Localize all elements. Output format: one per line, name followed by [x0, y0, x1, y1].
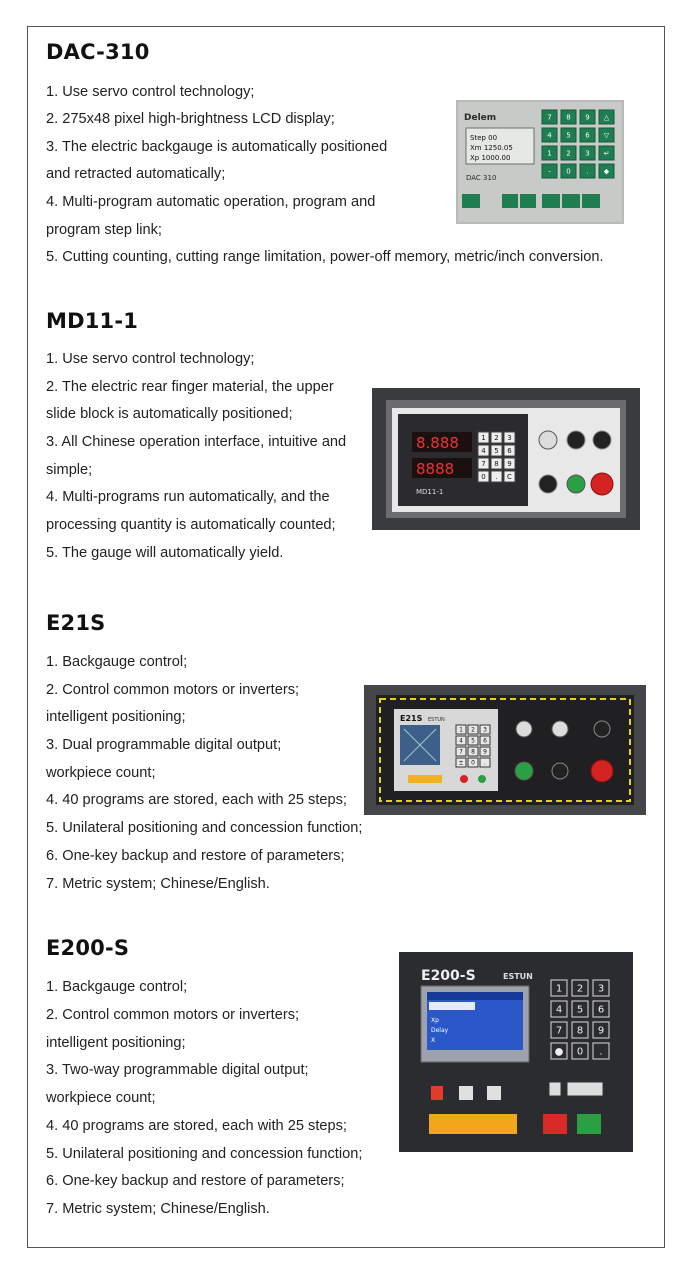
spec-line: 5. Unilateral positioning and concession function; [46, 1146, 363, 1162]
keypad-key-label: . [586, 167, 589, 176]
panel-button [542, 194, 560, 208]
spec-line: 2. Control common motors or inverters; [46, 1007, 300, 1023]
lcd-line: Xp [431, 1017, 439, 1024]
lcd-line: X [431, 1037, 436, 1044]
keypad-key-label: . [484, 759, 486, 767]
spec-line: 7. Metric system; Chinese/English. [46, 876, 270, 892]
spec-line: 2. 275x48 pixel high-brightness LCD display; [46, 111, 335, 127]
switch-knob [594, 721, 610, 737]
keypad-key-label: 6 [483, 737, 487, 745]
keypad-key-label: 3 [483, 726, 487, 734]
spec-line: 5. The gauge will automatically yield. [46, 545, 284, 561]
keypad-key-label: 4 [459, 737, 463, 745]
spec-line: 1. Use servo control technology; [46, 84, 255, 100]
switch-knob [593, 431, 611, 449]
function-bar [429, 1114, 517, 1134]
spec-line: intelligent positioning; [46, 709, 186, 725]
keypad-key-label: 5 [494, 447, 499, 456]
spec-line: 7. Metric system; Chinese/English. [46, 1201, 270, 1217]
keypad-key-label: 6 [507, 447, 512, 456]
panel-model: DAC 310 [466, 174, 497, 182]
switch-knob [552, 721, 568, 737]
switch-knob [539, 431, 557, 449]
spec-line: workpiece count; [46, 765, 156, 781]
spec-line: and retracted automatically; [46, 166, 226, 182]
start-button [577, 1114, 601, 1134]
keypad-key-label: 2 [471, 726, 475, 734]
spec-line: 1. Use servo control technology; [46, 351, 255, 367]
lcd-line: Step 00 [470, 134, 498, 142]
keypad-key-label: 3 [507, 434, 512, 443]
spec-line: 5. Cutting counting, cutting range limitation, power-off memory, metric/inch conversion. [46, 249, 604, 265]
keypad-key-label: 9 [585, 113, 590, 122]
spec-line: 4. 40 programs are stored, each with 25 steps; [46, 792, 347, 808]
keypad-key-label: 0 [481, 473, 486, 482]
spec-line: 4. 40 programs are stored, each with 25 steps; [46, 1118, 347, 1134]
md111-controller-image [372, 388, 640, 530]
panel-button [582, 194, 600, 208]
spec-line: 3. All Chinese operation interface, intuitive and [46, 434, 347, 450]
spec-line: slide block is automatically positioned; [46, 406, 293, 422]
keypad-key-label: 5 [576, 1004, 584, 1016]
keypad-key-label: 9 [597, 1025, 605, 1037]
spec-line: 1. Backgauge control; [46, 654, 188, 670]
keypad-key-label: 6 [585, 131, 590, 140]
section-title-dac310: DAC-310 [46, 40, 150, 64]
section-title-e21s: E21S [46, 611, 106, 635]
panel-brand: Delem [464, 113, 497, 123]
keypad-key-label: 4 [547, 131, 552, 140]
section-title-md111: MD11-1 [46, 309, 139, 333]
keypad-key-label: 2 [576, 983, 584, 995]
switch-knob [567, 431, 585, 449]
keypad-key-label: 3 [585, 149, 590, 158]
lcd-line: Xp 1000.00 [470, 154, 511, 162]
keypad-key-label: 8 [471, 748, 475, 756]
keypad-key-label: 4 [481, 447, 486, 456]
keypad-key-label: 2 [566, 149, 571, 158]
keypad-key-label: . [599, 1046, 603, 1058]
panel-button [562, 194, 580, 208]
panel-model: E200-S [421, 968, 476, 984]
keypad-key-label: ↵ [603, 149, 610, 158]
display-top: 8.888 [416, 434, 459, 452]
spec-line: workpiece count; [46, 1090, 156, 1106]
keypad-key-label: 2 [494, 434, 499, 443]
spec-line: 3. Two-way programmable digital output; [46, 1062, 309, 1078]
panel-button [520, 194, 536, 208]
keypad-key-label: 4 [555, 1004, 563, 1016]
spec-line: 5. Unilateral positioning and concession function; [46, 820, 363, 836]
switch-knob [539, 475, 557, 493]
keypad-key-label: ● [554, 1046, 564, 1058]
keypad-key-label: . [495, 473, 498, 482]
spec-line: 6. One-key backup and restore of parameters; [46, 848, 345, 864]
spec-line: 4. Multi-program automatic operation, program and [46, 194, 376, 210]
keypad-key-label: 7 [459, 748, 463, 756]
panel-model: E21S [400, 714, 423, 723]
keypad-key-label: 9 [483, 748, 487, 756]
stop-button [543, 1114, 567, 1134]
panel-brand: ESTUN [428, 717, 445, 723]
panel-button [431, 1086, 443, 1100]
section-title-e200s: E200-S [46, 936, 130, 960]
keypad-key-label: 6 [597, 1004, 605, 1016]
start-button [515, 762, 533, 780]
panel-button [462, 194, 480, 208]
keypad-key-label: ▽ [603, 131, 610, 140]
keypad-key-label: ± [458, 759, 464, 767]
spec-line: 2. Control common motors or inverters; [46, 682, 300, 698]
display-bottom: 8888 [416, 460, 455, 478]
keypad-key-label: 8 [566, 113, 571, 122]
keypad-key-label: 3 [597, 983, 605, 995]
emergency-stop-button [591, 473, 613, 495]
e200s-controller-image [399, 952, 633, 1152]
switch-knob [516, 721, 532, 737]
keypad-key-label: 5 [566, 131, 571, 140]
spec-line: program step link; [46, 222, 162, 238]
panel-button [567, 1082, 603, 1096]
keypad-key-label: 8 [494, 460, 499, 469]
spec-line: 1. Backgauge control; [46, 979, 188, 995]
keypad-key-label: - [548, 167, 551, 176]
keypad-key-label: △ [603, 113, 610, 122]
panel-brand: ESTUN [503, 972, 533, 981]
dac310-controller-image [456, 100, 624, 224]
spec-line: intelligent positioning; [46, 1035, 186, 1051]
spec-line: 2. The electric rear finger material, the upper [46, 379, 334, 395]
keypad-key-label: 0 [566, 167, 571, 176]
spec-line: processing quantity is automatically counted; [46, 517, 336, 533]
keypad-key-label: 9 [507, 460, 512, 469]
spec-line: 4. Multi-programs run automatically, and the [46, 489, 330, 505]
panel-button [549, 1082, 561, 1096]
keypad-key-label: 7 [481, 460, 486, 469]
spec-line: 3. Dual programmable digital output; [46, 737, 282, 753]
lcd-line: Delay [431, 1027, 449, 1034]
keypad-key-label: 7 [555, 1025, 563, 1037]
panel-model: MD11-1 [416, 488, 444, 496]
emergency-stop-button [591, 760, 613, 782]
keypad-key-label: 0 [576, 1046, 584, 1058]
keypad-key-label: 1 [481, 434, 486, 443]
spec-line: 6. One-key backup and restore of parameters; [46, 1173, 345, 1189]
switch-knob [552, 763, 568, 779]
e21s-controller-image [364, 685, 646, 815]
lcd-line: Xm 1250.05 [470, 144, 513, 152]
keypad-key-label: 1 [547, 149, 552, 158]
keypad-key-label: 7 [547, 113, 552, 122]
panel-button [487, 1086, 501, 1100]
panel-button [502, 194, 518, 208]
spec-line: 3. The electric backgauge is automatically positioned [46, 139, 388, 155]
panel-button [459, 1086, 473, 1100]
keypad-key-label: ◆ [603, 167, 610, 176]
keypad-key-label: 8 [576, 1025, 584, 1037]
keypad-key-label: 1 [459, 726, 463, 734]
keypad-key-label: C [507, 473, 512, 482]
start-button [567, 475, 585, 493]
keypad-key-label: 5 [471, 737, 475, 745]
spec-line: simple; [46, 462, 93, 478]
keypad-key-label: 1 [555, 983, 563, 995]
keypad-key-label: 0 [471, 759, 475, 767]
